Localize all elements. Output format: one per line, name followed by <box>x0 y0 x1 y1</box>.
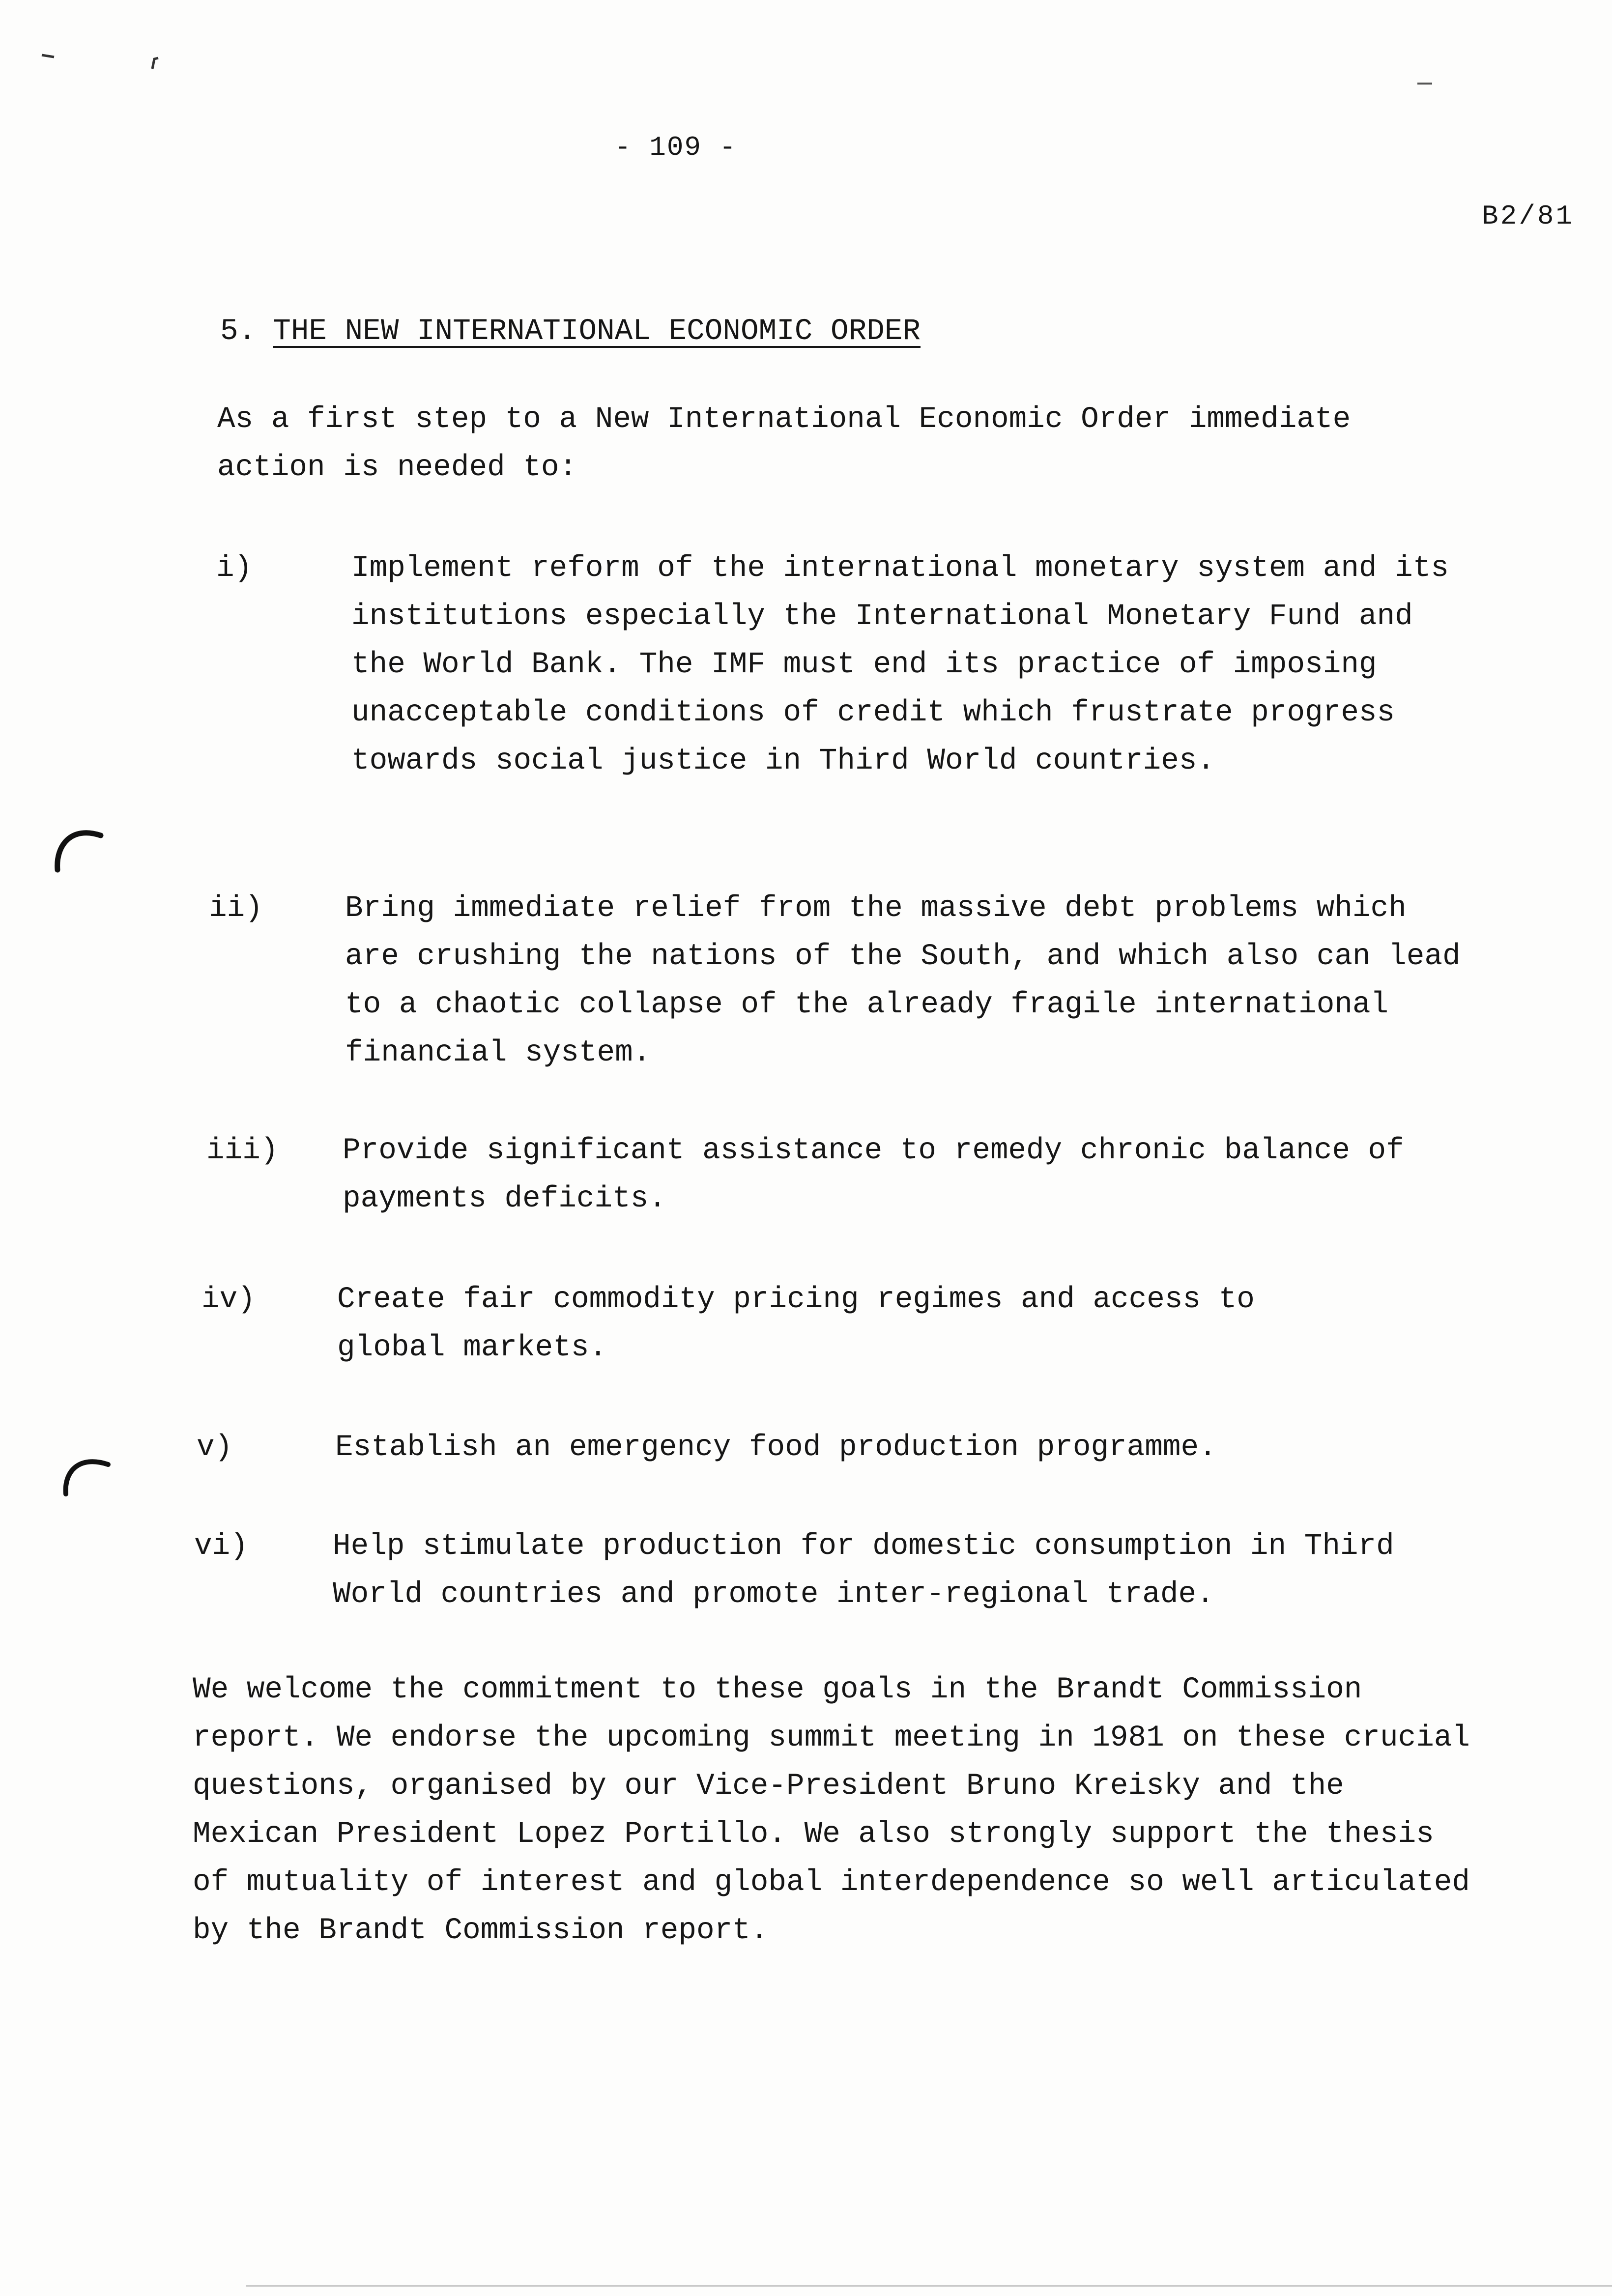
scan-mark-top-right <box>1415 79 1435 88</box>
scan-mark-top-left <box>39 49 69 64</box>
bottom-scan-edge <box>246 2285 1612 2287</box>
section-heading <box>220 315 921 348</box>
document-reference: B2/81 <box>1482 201 1575 232</box>
section-title: THE NEW INTERNATIONAL ECONOMIC ORDER <box>273 315 921 348</box>
list-item-text: Help stimulate production for domestic consumption in Third World countries and promote inter-regional trade. <box>333 1529 1394 1611</box>
binding-hole-mark-lower <box>59 1445 113 1499</box>
page-number: - 109 - <box>614 132 737 163</box>
closing-paragraph: We welcome the commitment to these goals in the Brandt Commission report. We endorse the upcoming summit meeting in 1981 on these crucial questions, organised by our Vice-President Bruno Kreisky and the Mexican President Lopez Portillo. We also strongly support the thesis of mutuality of interest and global interdependence so well articulated by the Brandt Commission report. <box>193 1673 1470 1948</box>
list-item-label: vi) <box>194 1529 248 1563</box>
list-item-label: iv) <box>202 1283 256 1317</box>
section-number: 5. <box>220 315 257 348</box>
list-item-label: ii) <box>209 891 263 925</box>
list-item-text: Create fair commodity pricing regimes and access to global markets. <box>337 1283 1255 1365</box>
list-item-text: Provide significant assistance to remedy chronic balance of payments deficits. <box>343 1134 1404 1216</box>
list-item-label: i) <box>216 551 253 585</box>
list-item-text: Implement reform of the international monetary system and its institutions especially the International Monetary Fund and the World Bank. The IMF must end its practice of imposing unacceptable conditions of credit which frustrate progress towards social justice in Third World countries. <box>351 551 1449 778</box>
list-item-text: Bring immediate relief from the massive debt problems which are crushing the nations of the South, and which also can lead to a chaotic collapse of the already fragile international financial system. <box>345 891 1461 1070</box>
scan-mark-top-dot <box>147 54 162 74</box>
binding-hole-mark-upper <box>52 816 106 875</box>
section-intro: As a first step to a New International Economic Order immediate action is needed to: <box>217 402 1351 485</box>
list-item-label: iii) <box>206 1134 279 1168</box>
list-item-text: Establish an emergency food production programme. <box>335 1431 1217 1464</box>
list-item-label: v) <box>197 1431 233 1464</box>
